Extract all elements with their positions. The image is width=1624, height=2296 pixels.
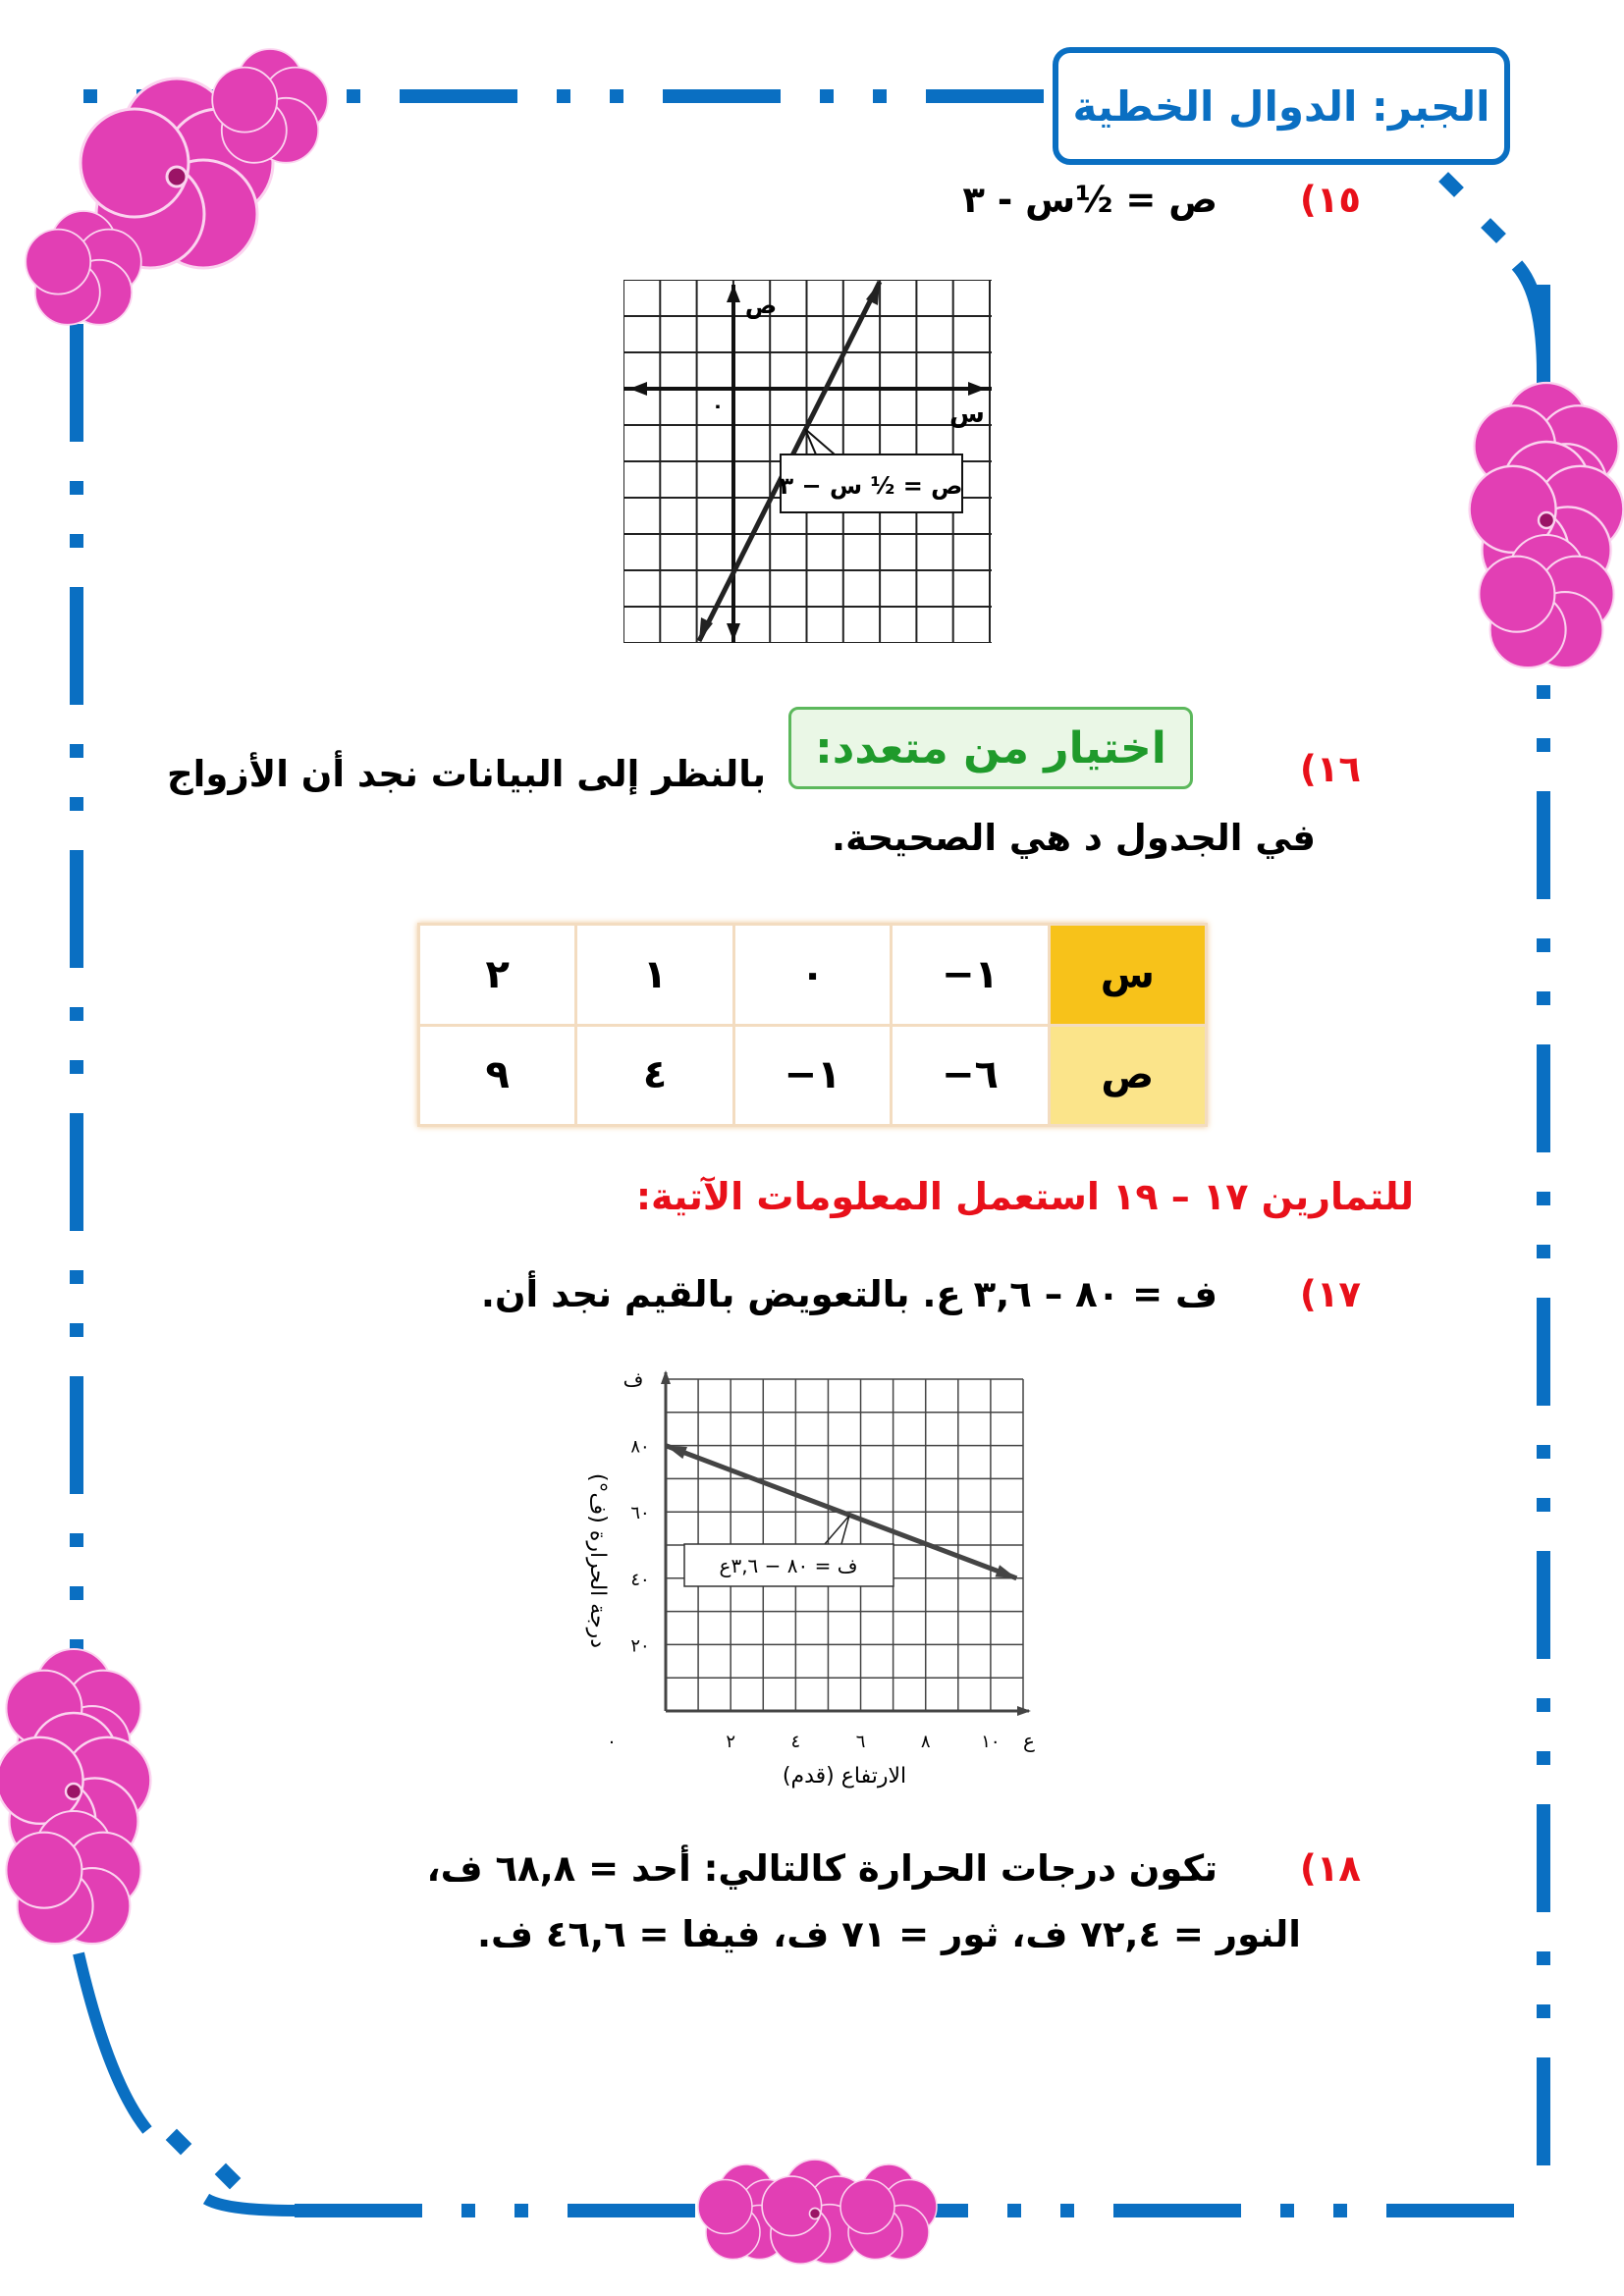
flower-decoration-bottom	[668, 2155, 962, 2272]
chart-annotation: ف = ٨٠ − ٣,٦ع	[719, 1554, 858, 1577]
y-axis-title: درجة الحرارة (ف°)	[585, 1472, 610, 1649]
equation-label: ص = ½ س − ٣	[779, 472, 963, 500]
flower-decoration-left	[0, 1639, 157, 1953]
table-cell: ٢	[419, 925, 576, 1026]
table-header-y: ص	[1049, 1025, 1206, 1126]
question-17-number: ١٧)	[1299, 1273, 1361, 1315]
multiple-choice-label: اختيار من متعدد:	[815, 722, 1166, 774]
table-header-x: س	[1049, 925, 1206, 1026]
question-17-text: ف = ٨٠ – ٣,٦ ع. بالتعويض بالقيم نجد أن.	[480, 1273, 1218, 1315]
x-tick-label: ٤	[790, 1732, 801, 1752]
arrow-head	[995, 1565, 1016, 1578]
table-cell: ١−	[733, 1025, 891, 1126]
y-tick-label: ٦٠	[630, 1503, 650, 1524]
exercises-heading: للتمارين ١٧ – ١٩ استعمل المعلومات الآتية:	[635, 1175, 1414, 1218]
page-title-box	[1053, 47, 1510, 165]
question-18-line1: تكون درجات الحرارة كالتالي: أحد = ٦٨,٨ ف،	[426, 1847, 1218, 1890]
y-axis-label: ص	[744, 292, 778, 319]
x-axis-letter: ع	[1023, 1729, 1035, 1752]
page-title: الجبر: الدوال الخطية	[1072, 81, 1490, 131]
question-18-number: ١٨)	[1299, 1847, 1361, 1890]
x-tick-label: ٠	[607, 1732, 617, 1752]
x-axis-label: س	[949, 400, 985, 429]
table-cell: ١−	[892, 925, 1049, 1026]
x-tick-label: ٢	[726, 1732, 736, 1752]
question-15-equation: ص = ½س - ٣	[962, 179, 1218, 221]
table-cell: ٩	[419, 1025, 576, 1126]
flower-decoration-top-left	[10, 29, 344, 334]
x-tick-label: ٦	[855, 1732, 866, 1752]
x-tick-label: ٨	[920, 1732, 931, 1752]
y-axis-letter: ف	[623, 1367, 644, 1391]
multiple-choice-badge	[788, 707, 1193, 789]
xy-values-table	[417, 923, 1208, 1127]
table-cell: ٦−	[892, 1025, 1049, 1126]
table-cell: ٠	[733, 925, 891, 1026]
y-tick-label: ٤٠	[630, 1569, 650, 1590]
x-axis-title: الارتفاع (قدم)	[782, 1764, 907, 1789]
temperature-altitude-chart	[550, 1355, 1080, 1796]
y-tick-label: ٢٠	[630, 1635, 650, 1657]
x-tick-label: ١٠	[981, 1732, 1001, 1752]
question-16-text-line1: بالنظر إلى البيانات نجد أن الأزواج	[167, 753, 766, 795]
question-15-number: ١٥)	[1299, 179, 1361, 221]
question-16-text-line2: في الجدول د هي الصحيحة.	[832, 817, 1316, 859]
arrow-head	[666, 1446, 687, 1460]
origin-label: ٠	[711, 394, 725, 417]
graph-linear-function	[623, 280, 992, 643]
table-cell: ٤	[576, 1025, 733, 1126]
table-row	[419, 925, 1207, 1026]
table-row	[419, 1025, 1207, 1126]
question-16-number: ١٦)	[1299, 748, 1361, 790]
flower-decoration-right	[1463, 363, 1624, 677]
y-tick-label: ٨٠	[630, 1436, 650, 1458]
question-18-line2: النور = ٧٢,٤ ف، ثور = ٧١ ف، فيفا = ٤٦,٦ ف.	[476, 1913, 1301, 1955]
table-cell: ١	[576, 925, 733, 1026]
